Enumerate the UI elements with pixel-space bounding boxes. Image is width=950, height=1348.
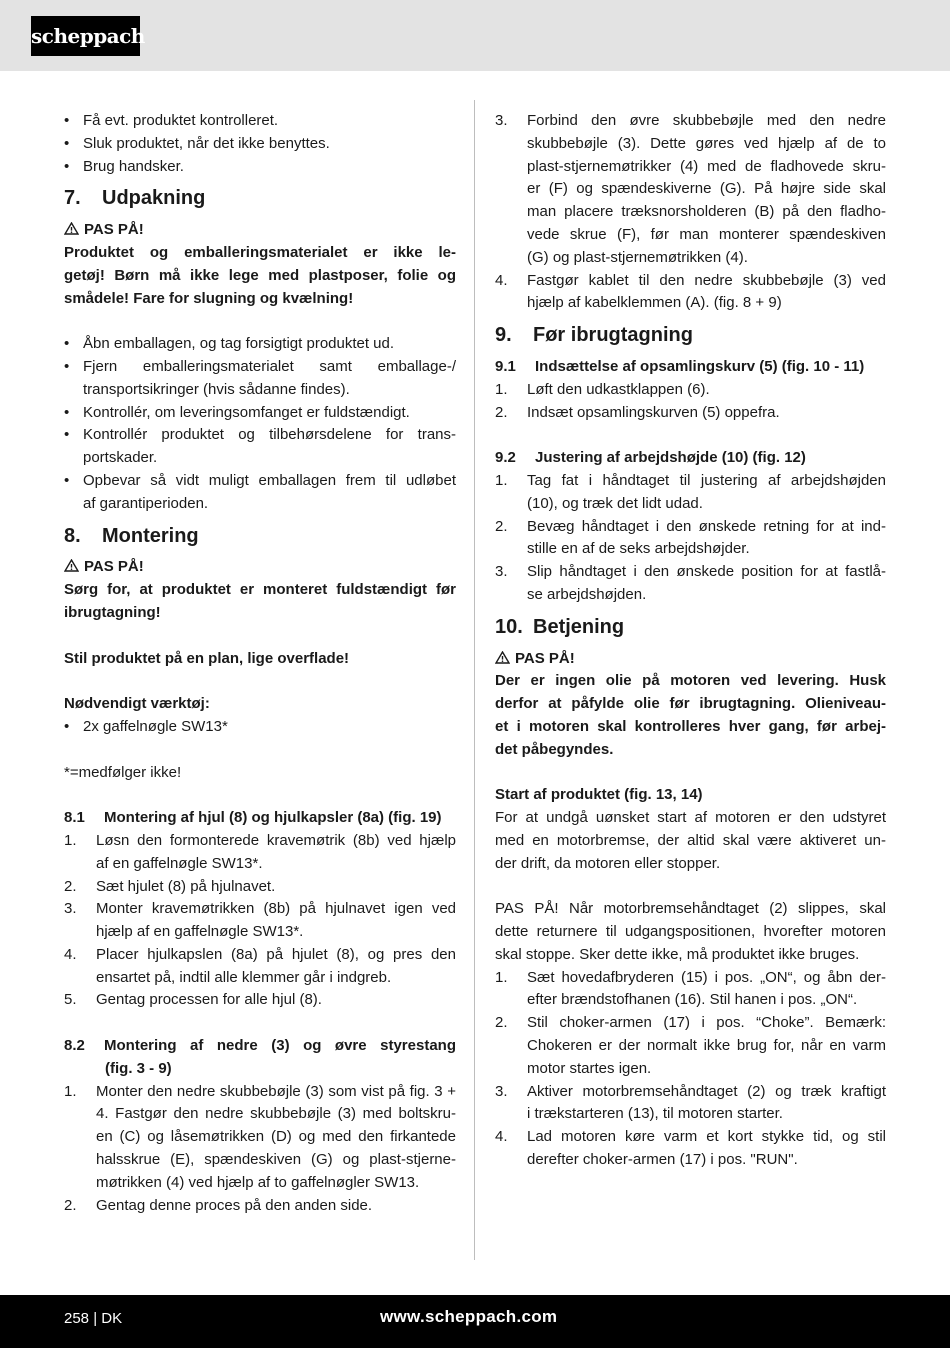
subsection-title: Justering af arbejdshøjde (10) (fig. 12) [535, 449, 806, 467]
spacer [64, 1012, 456, 1035]
numbered-step [64, 944, 456, 967]
step-continuation [495, 201, 886, 224]
paragraph-text: For at undgå uønsket start af motoren er den udstyret [495, 809, 886, 827]
step-continuation [495, 1058, 886, 1081]
section-heading [495, 324, 886, 347]
bold-paragraph-line [64, 265, 456, 288]
numbered-step [64, 898, 456, 921]
bullet-item [64, 133, 456, 156]
step-text: Løsn den formonterede kravemøtrik (8b) ved hjælp [96, 831, 456, 849]
spacer [495, 876, 886, 899]
spacer [64, 625, 456, 648]
footer-bar [0, 1295, 950, 1348]
numbered-step [64, 989, 456, 1012]
bullet-item [64, 333, 456, 356]
subsection-heading [495, 356, 886, 379]
continuation-text: motor startes igen. [527, 1059, 652, 1077]
continuation-text: 4. Fastgør den nedre skubbebøjle (3) med boltskru- [96, 1105, 456, 1123]
step-continuation [495, 224, 886, 247]
continuation-text: derefter choker-armen (17) i pos. "RUN". [527, 1151, 798, 1169]
paragraph-line [495, 944, 886, 967]
warning-label [64, 219, 456, 242]
step-number: 1. [495, 968, 508, 986]
step-continuation [64, 1149, 456, 1172]
warning-text: PAS PÅ! [84, 558, 144, 576]
step-text: Monter kravemøtrikken (8b) på hjulnavet igen ved [96, 900, 456, 918]
continuation-text: (G) og plast-stjernemøtrikken (4). [527, 248, 748, 266]
step-number: 1. [495, 471, 508, 489]
section-number: 10. [495, 615, 523, 638]
section-heading [495, 616, 886, 639]
step-text: Monter den nedre skubbebøjle (3) som vist på fig. 3 + [96, 1082, 456, 1100]
step-text: Placer hjulkapslen (8a) på hjulet (8), og pres den [96, 945, 456, 963]
paragraph-line [64, 762, 456, 785]
step-text: Stil choker-armen (17) i pos. “Choke”. Bemærk: [527, 1014, 886, 1032]
numbered-step [64, 876, 456, 899]
step-text: Sæt hovedafbryderen (15) i pos. „ON“, og åbn der- [527, 968, 886, 986]
header-band [0, 0, 950, 71]
step-number: 5. [64, 991, 77, 1009]
bold-paragraph-line [64, 242, 456, 265]
section-title: Betjening [533, 615, 625, 638]
step-number: 4. [64, 945, 77, 963]
continuation-text: se arbejdshøjden. [527, 585, 647, 603]
section-title: Før ibrugtagning [533, 324, 693, 347]
section-title: Montering [102, 524, 199, 547]
step-text: Tag fat i håndtaget til justering af arbejdshøjden [527, 471, 886, 489]
numbered-step [495, 270, 886, 293]
warning-triangle-icon [64, 221, 84, 238]
step-continuation [495, 493, 886, 516]
numbered-step [495, 402, 886, 425]
bold-paragraph-line [64, 579, 456, 602]
step-continuation [495, 133, 886, 156]
subsection-heading [495, 447, 886, 470]
continuation-text: stille en af de seks arbejdshøjder. [527, 540, 750, 558]
continuation-text: plast-stjernemøtrikker (4) med de fladhovede skru- [527, 157, 886, 175]
step-number: 3. [495, 1082, 508, 1100]
section-number: 7. [64, 187, 81, 210]
bullet-text: • Kontrollér produktet og tilbehørsdelene for trans- [83, 426, 456, 444]
step-continuation [64, 1126, 456, 1149]
continuation-text: (10), og træk det lidt udad. [527, 494, 703, 512]
paragraph-text: Produktet og emballeringsmaterialet er ikke le- [64, 243, 456, 261]
step-text: Løft den udkastklappen (6). [527, 380, 710, 398]
continuation-text: transportsikringer (hvis sådanne findes). [83, 380, 350, 398]
numbered-step [64, 1081, 456, 1104]
bullet-text: Åbn emballagen, og tag forsigtigt produktet ud. [83, 335, 395, 353]
step-continuation [495, 1149, 886, 1172]
bullet-item [64, 156, 456, 179]
paragraph-text: Sørg for, at produktet er monteret fuldstændigt før [64, 581, 456, 599]
paragraph-text: det påbegyndes. [495, 740, 614, 758]
bullet-item [64, 716, 456, 739]
continuation-text: en (C) og låsemøtrikken (D) og med den firkantede [96, 1128, 456, 1146]
step-number: 3. [495, 563, 508, 581]
step-continuation [495, 156, 886, 179]
bold-paragraph-line [495, 716, 886, 739]
continuation-text: af en gaffelnøgle SW13*. [96, 854, 263, 872]
bullet-item [64, 402, 456, 425]
bullet-text: • Fjern emballeringsmaterialet samt emballage-/ [83, 357, 456, 375]
paragraph-text: Stil produktet på en plan, lige overflade! [64, 649, 350, 667]
paragraph-line [495, 807, 886, 830]
continuation-text: halsskrue (E), spændeskiven (G) og plast-stjerne- [96, 1151, 456, 1169]
numbered-step [495, 561, 886, 584]
step-number: 2. [495, 403, 508, 421]
bold-paragraph-line [495, 784, 886, 807]
continuation-text: af garantiperioden. [83, 494, 209, 512]
bullet-text: • Opbevar så vidt muligt emballagen frem til udløbet [83, 471, 456, 489]
website-url: www.scheppach.com [380, 1307, 558, 1326]
numbered-step [64, 830, 456, 853]
paragraph-line [495, 853, 886, 876]
step-number: 3. [495, 112, 508, 129]
numbered-step [495, 470, 886, 493]
paragraph-text: derfor at påfylde olie før ibrugtagning. Olieniveau- [495, 695, 886, 713]
subsection-number: 8.1 [64, 809, 85, 827]
bullet-text: 2x gaffelnøgle SW13* [83, 717, 228, 735]
step-continuation [495, 247, 886, 270]
bullet-continuation [64, 493, 456, 516]
step-number: 2. [64, 877, 77, 895]
step-continuation [495, 292, 886, 315]
continuation-text: i trækstarteren (13), til motoren starter. [527, 1105, 783, 1123]
step-number: 2. [64, 1196, 77, 1214]
continuation-text: skubbebøjle (3). Dette gøres ved hjælp af de to [527, 134, 886, 152]
step-text: Indsæt opsamlingskurven (5) oppefra. [527, 403, 780, 421]
step-text: Bevæg håndtaget i den ønskede retning for at ind- [527, 517, 886, 535]
paragraph-text: PAS PÅ! Når motorbremsehåndtaget (2) slippes, skal [495, 900, 886, 918]
step-continuation [495, 989, 886, 1012]
scheppach-logo [31, 16, 145, 56]
bold-paragraph-line [64, 648, 456, 671]
step-number: 4. [495, 1128, 508, 1146]
bullet-text: Kontrollér, om leveringsomfanget er fuldstændigt. [83, 403, 410, 421]
bullet-continuation [64, 379, 456, 402]
continuation-text: man placere træksnorsholderen (B) på den fladho- [527, 203, 886, 221]
paragraph-line [495, 898, 886, 921]
logo-text: scheppach [31, 24, 145, 48]
section-heading [64, 525, 456, 548]
step-continuation [64, 1172, 456, 1195]
subsection-heading [64, 1035, 456, 1058]
subsection-number: 9.2 [495, 449, 516, 467]
paragraph-text: Der er ingen olie på motoren ved levering. Husk [495, 672, 886, 690]
bullet-text: Få evt. produktet kontrolleret. [83, 112, 279, 129]
subsection-heading [64, 807, 456, 830]
subsection-title: Montering af nedre (3) og øvre styrestang [104, 1037, 456, 1055]
step-text: Fastgør kablet til den nedre skubbebøjle (3) ved [527, 271, 886, 289]
warning-triangle-icon [64, 558, 84, 575]
warning-label [495, 648, 886, 671]
step-number: 1. [64, 831, 77, 849]
paragraph-text: dette returnere til udgangspositionen, hvorefter motoren [495, 923, 886, 941]
bold-paragraph-line [495, 693, 886, 716]
continuation-text: ensartet på, indtil alle klemmer går i indgreb. [96, 968, 392, 986]
paragraph-text: getøj! Børn må ikke lege med plastposer, folie og [64, 266, 456, 284]
section-number: 8. [64, 524, 81, 547]
paragraph-text: der drift, da motoren eller stopper. [495, 854, 721, 872]
bullet-text: Brug handsker. [83, 157, 184, 175]
section-title: Udpakning [102, 187, 206, 210]
bullet-item [64, 110, 456, 133]
numbered-step [495, 1012, 886, 1035]
numbered-step [495, 1081, 886, 1104]
bullet-continuation [64, 447, 456, 470]
numbered-step [495, 1126, 886, 1149]
step-text: Aktiver motorbremsehåndtaget (2) og træk kraftigt [527, 1082, 886, 1100]
bold-paragraph-line [64, 693, 456, 716]
page-number: 258 | DK [64, 1310, 123, 1327]
continuation-text: er (F) og spændeskiverne (G). På højre side skal [527, 180, 886, 198]
paragraph-text: skal stoppe. Sker dette ikke, må produktet ikke bruges. [495, 945, 860, 963]
warning-text: PAS PÅ! [84, 221, 144, 239]
step-number: 1. [64, 1082, 77, 1100]
step-number: 1. [495, 380, 508, 398]
paragraph-text: Nødvendigt værktøj: [64, 695, 210, 713]
subsection-title: Montering af hjul (8) og hjulkapsler (8a) (fig. 19) [104, 809, 442, 827]
left-column [64, 110, 456, 1217]
step-continuation [495, 1035, 886, 1058]
step-text: Forbind den øvre skubbebøjle med den nedre [527, 112, 886, 129]
paragraph-line [495, 830, 886, 853]
spacer [64, 784, 456, 807]
step-text: Lad motoren køre varm et kort stykke tid, og stil [527, 1128, 886, 1146]
step-number: 3. [64, 900, 77, 918]
continuation-text: hjælp af en gaffelnøgle SW13*. [96, 923, 304, 941]
step-text: Gentag denne proces på den anden side. [96, 1196, 373, 1214]
bold-paragraph-line [495, 739, 886, 762]
numbered-step [495, 967, 886, 990]
spacer [495, 424, 886, 447]
paragraph-text: Start af produktet (fig. 13, 14) [495, 786, 703, 804]
step-continuation [64, 853, 456, 876]
numbered-step [495, 516, 886, 539]
bullet-text: Sluk produktet, når det ikke benyttes. [83, 134, 330, 152]
step-text: Gentag processen for alle hjul (8). [96, 991, 322, 1009]
bold-paragraph-line [495, 670, 886, 693]
subsection-number: 9.1 [495, 357, 516, 375]
step-continuation [495, 538, 886, 561]
paragraph-text: med en motorbremse, der altid skal være aktiveret un- [495, 831, 886, 849]
warning-label [64, 556, 456, 579]
step-continuation [495, 584, 886, 607]
step-continuation [495, 1103, 886, 1126]
continuation-text: Chokeren er der normalt ikke brug for, når en varm [527, 1037, 886, 1055]
bullet-item [64, 356, 456, 379]
spacer [64, 739, 456, 762]
continuation-text: portskader. [83, 449, 158, 467]
bold-paragraph-line [64, 602, 456, 625]
step-text: Slip håndtaget i den ønskede position for at fastlå- [527, 563, 886, 581]
continuation-text: vede skrue (F), før man monterer spændeskiven [527, 225, 886, 243]
section-heading [64, 187, 456, 210]
continuation-text: efter brændstofhanen (16). Stil hanen i pos. „ON“. [527, 991, 858, 1009]
paragraph-text: *=medfølger ikke! [64, 763, 182, 781]
step-continuation [64, 921, 456, 944]
continuation-text: hjælp af kabelklemmen (A). (fig. 8 + 9) [527, 294, 782, 312]
spacer [64, 310, 456, 333]
warning-triangle-icon [495, 650, 515, 667]
continuation-text: møtrikken (4) ved hjælp af to gaffelnøgler SW13. [96, 1173, 420, 1191]
step-continuation [64, 967, 456, 990]
step-continuation [64, 1103, 456, 1126]
step-continuation [495, 178, 886, 201]
step-number: 4. [495, 271, 508, 289]
paragraph-line [495, 921, 886, 944]
right-column [495, 110, 886, 1172]
bullet-item [64, 470, 456, 493]
continuation-text: (fig. 3 - 9) [105, 1059, 172, 1077]
section-number: 9. [495, 324, 512, 347]
subsection-number: 8.2 [64, 1037, 85, 1055]
bold-paragraph-line [64, 288, 456, 311]
paragraph-text: ibrugtagning! [64, 603, 161, 621]
subsection-title: Indsættelse af opsamlingskurv (5) (fig. 10 - 11) [535, 357, 865, 375]
step-number: 2. [495, 517, 508, 535]
spacer [64, 670, 456, 693]
column-divider [474, 100, 475, 1260]
numbered-step [495, 110, 886, 133]
step-text: Sæt hjulet (8) på hjulnavet. [96, 877, 276, 895]
paragraph-text: et i motoren skal kontrolleres hver gang, før arbej- [495, 717, 886, 735]
numbered-step [64, 1195, 456, 1218]
numbered-step [495, 379, 886, 402]
paragraph-text: smådele! Fare for slugning og kvælning! [64, 289, 354, 307]
warning-text: PAS PÅ! [515, 649, 575, 667]
spacer [495, 762, 886, 785]
bullet-item [64, 424, 456, 447]
subsection-continuation [64, 1058, 456, 1081]
step-number: 2. [495, 1014, 508, 1032]
